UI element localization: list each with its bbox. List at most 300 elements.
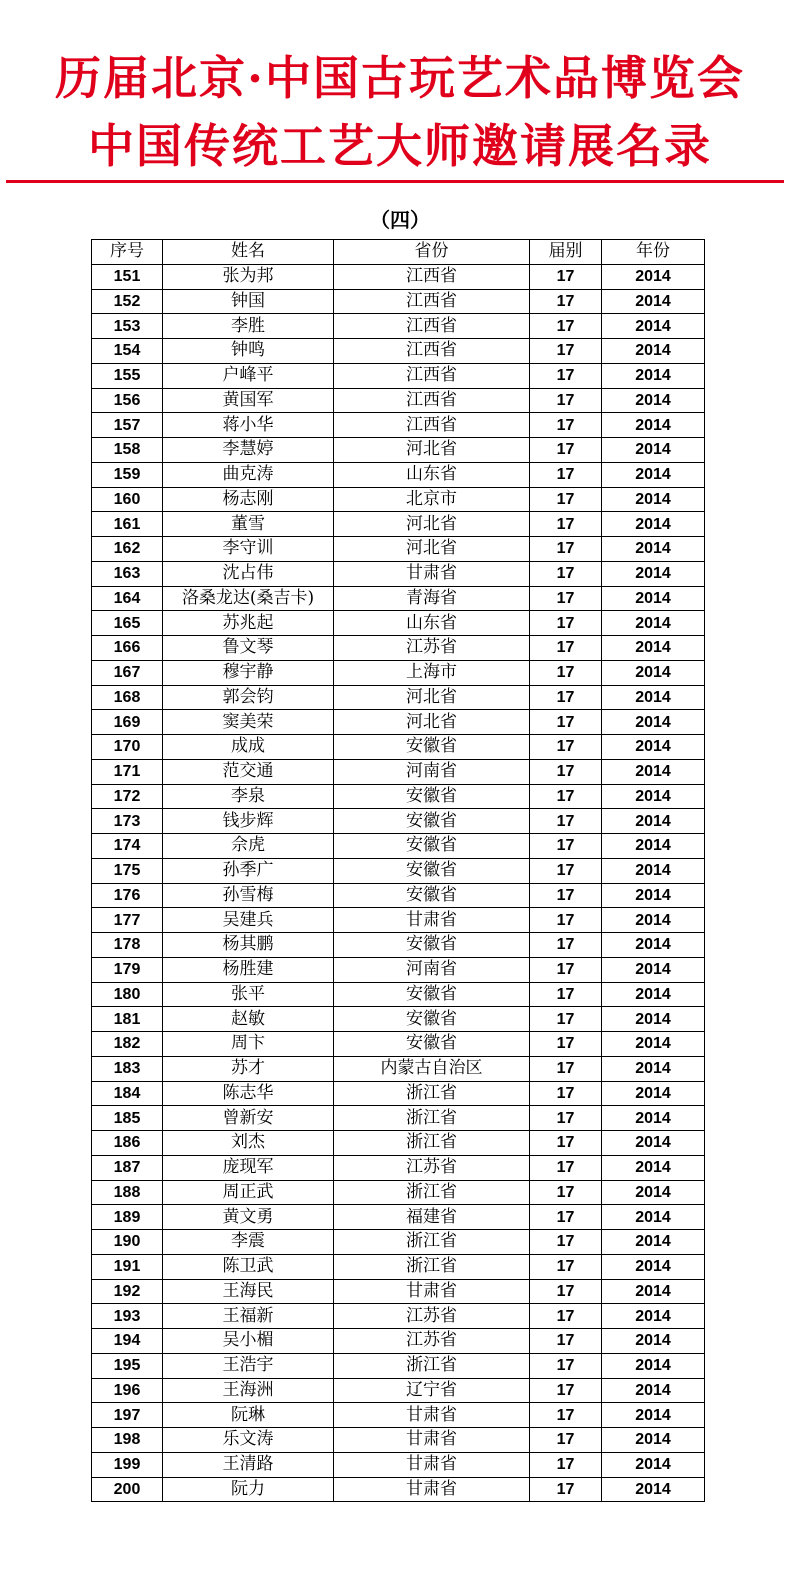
cell-province: 安徽省: [334, 784, 530, 809]
cell-session: 17: [530, 809, 602, 834]
cell-province: 安徽省: [334, 858, 530, 883]
cell-session: 17: [530, 363, 602, 388]
table-row: [92, 388, 705, 413]
cell-year: 2014: [602, 735, 705, 760]
cell-session: 17: [530, 982, 602, 1007]
cell-year: 2014: [602, 512, 705, 537]
table-row: [92, 1428, 705, 1453]
cell-name: 钱步辉: [163, 809, 334, 834]
cell-index: 188: [92, 1180, 163, 1205]
table-row: [92, 982, 705, 1007]
cell-name: 杨志刚: [163, 487, 334, 512]
cell-session: 17: [530, 957, 602, 982]
cell-name: 李胜: [163, 314, 334, 339]
table-row: [92, 363, 705, 388]
cell-index: 182: [92, 1032, 163, 1057]
cell-session: 17: [530, 1056, 602, 1081]
cell-session: 17: [530, 289, 602, 314]
table-row: [92, 561, 705, 586]
cell-year: 2014: [602, 809, 705, 834]
cell-province: 河南省: [334, 759, 530, 784]
table-row: [92, 834, 705, 859]
cell-index: 169: [92, 710, 163, 735]
table-row: [92, 735, 705, 760]
cell-name: 黄国军: [163, 388, 334, 413]
cell-province: 江苏省: [334, 636, 530, 661]
cell-year: 2014: [602, 1378, 705, 1403]
cell-name: 曲克涛: [163, 462, 334, 487]
table-row: [92, 1452, 705, 1477]
cell-index: 193: [92, 1304, 163, 1329]
cell-index: 153: [92, 314, 163, 339]
table-row: [92, 339, 705, 364]
table-row: [92, 413, 705, 438]
cell-index: 176: [92, 883, 163, 908]
cell-province: 甘肃省: [334, 908, 530, 933]
cell-session: 17: [530, 1081, 602, 1106]
cell-province: 江西省: [334, 339, 530, 364]
cell-name: 蒋小华: [163, 413, 334, 438]
table-row: [92, 462, 705, 487]
cell-name: 阮力: [163, 1477, 334, 1502]
cell-year: 2014: [602, 1056, 705, 1081]
cell-index: 181: [92, 1007, 163, 1032]
cell-index: 189: [92, 1205, 163, 1230]
cell-year: 2014: [602, 1230, 705, 1255]
cell-year: 2014: [602, 1428, 705, 1453]
table-row: [92, 933, 705, 958]
cell-year: 2014: [602, 1403, 705, 1428]
cell-province: 江西省: [334, 264, 530, 289]
cell-province: 浙江省: [334, 1230, 530, 1255]
cell-name: 曾新安: [163, 1106, 334, 1131]
cell-year: 2014: [602, 1353, 705, 1378]
table-row: [92, 660, 705, 685]
cell-session: 17: [530, 735, 602, 760]
cell-year: 2014: [602, 487, 705, 512]
cell-index: 194: [92, 1329, 163, 1354]
cell-year: 2014: [602, 1131, 705, 1156]
cell-session: 17: [530, 512, 602, 537]
cell-year: 2014: [602, 784, 705, 809]
cell-name: 黄文勇: [163, 1205, 334, 1230]
cell-index: 161: [92, 512, 163, 537]
cell-index: 156: [92, 388, 163, 413]
cell-province: 江西省: [334, 363, 530, 388]
cell-session: 17: [530, 660, 602, 685]
cell-province: 江苏省: [334, 1329, 530, 1354]
cell-index: 198: [92, 1428, 163, 1453]
cell-session: 17: [530, 883, 602, 908]
cell-index: 186: [92, 1131, 163, 1156]
cell-year: 2014: [602, 363, 705, 388]
cell-year: 2014: [602, 537, 705, 562]
cell-index: 192: [92, 1279, 163, 1304]
cell-year: 2014: [602, 1254, 705, 1279]
table-row: [92, 314, 705, 339]
cell-province: 甘肃省: [334, 1403, 530, 1428]
cell-province: 上海市: [334, 660, 530, 685]
cell-index: 179: [92, 957, 163, 982]
table-row: [92, 1032, 705, 1057]
cell-year: 2014: [602, 1279, 705, 1304]
cell-name: 董雪: [163, 512, 334, 537]
cell-index: 163: [92, 561, 163, 586]
cell-year: 2014: [602, 1007, 705, 1032]
table-row: [92, 1056, 705, 1081]
cell-session: 17: [530, 834, 602, 859]
cell-session: 17: [530, 611, 602, 636]
table-row: [92, 636, 705, 661]
table-row: [92, 1007, 705, 1032]
cell-index: 177: [92, 908, 163, 933]
table-row: [92, 908, 705, 933]
cell-name: 赵敏: [163, 1007, 334, 1032]
cell-index: 190: [92, 1230, 163, 1255]
cell-province: 甘肃省: [334, 1452, 530, 1477]
table-row: [92, 1081, 705, 1106]
cell-province: 江西省: [334, 413, 530, 438]
cell-index: 178: [92, 933, 163, 958]
table-row: [92, 1230, 705, 1255]
cell-session: 17: [530, 858, 602, 883]
cell-name: 范交通: [163, 759, 334, 784]
title-divider: [6, 180, 784, 183]
table-row: [92, 1329, 705, 1354]
cell-name: 穆宇静: [163, 660, 334, 685]
cell-name: 李守训: [163, 537, 334, 562]
cell-name: 王福新: [163, 1304, 334, 1329]
cell-session: 17: [530, 710, 602, 735]
cell-index: 168: [92, 685, 163, 710]
cell-index: 170: [92, 735, 163, 760]
cell-province: 山东省: [334, 462, 530, 487]
cell-session: 17: [530, 413, 602, 438]
cell-index: 157: [92, 413, 163, 438]
cell-index: 172: [92, 784, 163, 809]
cell-name: 洛桑龙达(桑吉卡): [163, 586, 334, 611]
cell-province: 河北省: [334, 438, 530, 463]
cell-year: 2014: [602, 858, 705, 883]
cell-year: 2014: [602, 908, 705, 933]
cell-session: 17: [530, 1254, 602, 1279]
table-row: [92, 611, 705, 636]
cell-province: 甘肃省: [334, 1477, 530, 1502]
table-row: [92, 1106, 705, 1131]
cell-session: 17: [530, 314, 602, 339]
cell-session: 17: [530, 784, 602, 809]
cell-session: 17: [530, 1428, 602, 1453]
cell-name: 陈志华: [163, 1081, 334, 1106]
cell-province: 甘肃省: [334, 561, 530, 586]
cell-name: 佘虎: [163, 834, 334, 859]
cell-province: 安徽省: [334, 834, 530, 859]
cell-session: 17: [530, 933, 602, 958]
cell-session: 17: [530, 1131, 602, 1156]
cell-index: 183: [92, 1056, 163, 1081]
cell-index: 199: [92, 1452, 163, 1477]
cell-year: 2014: [602, 982, 705, 1007]
table-row: [92, 289, 705, 314]
table-row: [92, 1353, 705, 1378]
cell-name: 张平: [163, 982, 334, 1007]
cell-index: 187: [92, 1155, 163, 1180]
cell-name: 钟国: [163, 289, 334, 314]
cell-province: 甘肃省: [334, 1279, 530, 1304]
cell-province: 河北省: [334, 710, 530, 735]
cell-province: 内蒙古自治区: [334, 1056, 530, 1081]
table-row: [92, 1403, 705, 1428]
section-subtitle: （四）: [370, 208, 430, 232]
cell-province: 浙江省: [334, 1131, 530, 1156]
table-row: [92, 957, 705, 982]
cell-year: 2014: [602, 1205, 705, 1230]
table-row: [92, 759, 705, 784]
cell-session: 17: [530, 759, 602, 784]
table-row: [92, 1180, 705, 1205]
cell-year: 2014: [602, 1477, 705, 1502]
cell-province: 浙江省: [334, 1081, 530, 1106]
table-row: [92, 264, 705, 289]
cell-index: 197: [92, 1403, 163, 1428]
cell-session: 17: [530, 1378, 602, 1403]
cell-name: 王海民: [163, 1279, 334, 1304]
cell-name: 郭会钧: [163, 685, 334, 710]
cell-name: 李慧婷: [163, 438, 334, 463]
cell-session: 17: [530, 1032, 602, 1057]
cell-year: 2014: [602, 1329, 705, 1354]
cell-province: 江苏省: [334, 1155, 530, 1180]
cell-year: 2014: [602, 660, 705, 685]
cell-index: 200: [92, 1477, 163, 1502]
table-row: [92, 784, 705, 809]
table-row: [92, 438, 705, 463]
cell-index: 165: [92, 611, 163, 636]
cell-year: 2014: [602, 586, 705, 611]
cell-year: 2014: [602, 933, 705, 958]
cell-session: 17: [530, 586, 602, 611]
cell-year: 2014: [602, 685, 705, 710]
cell-session: 17: [530, 1452, 602, 1477]
cell-index: 158: [92, 438, 163, 463]
cell-index: 151: [92, 264, 163, 289]
cell-name: 李泉: [163, 784, 334, 809]
cell-index: 166: [92, 636, 163, 661]
table-row: [92, 586, 705, 611]
table-row: [92, 1477, 705, 1502]
cell-name: 刘杰: [163, 1131, 334, 1156]
cell-session: 17: [530, 264, 602, 289]
cell-session: 17: [530, 1477, 602, 1502]
cell-province: 江苏省: [334, 1304, 530, 1329]
cell-name: 吴小楣: [163, 1329, 334, 1354]
cell-year: 2014: [602, 413, 705, 438]
table-row: [92, 685, 705, 710]
cell-province: 浙江省: [334, 1254, 530, 1279]
cell-session: 17: [530, 438, 602, 463]
cell-year: 2014: [602, 759, 705, 784]
table-row: [92, 1131, 705, 1156]
title-line-2: 中国传统工艺大师邀请展名录: [88, 119, 712, 173]
cell-year: 2014: [602, 1106, 705, 1131]
cell-province: 安徽省: [334, 883, 530, 908]
cell-session: 17: [530, 339, 602, 364]
cell-name: 庞现军: [163, 1155, 334, 1180]
cell-name: 王海洲: [163, 1378, 334, 1403]
cell-province: 浙江省: [334, 1180, 530, 1205]
cell-province: 江西省: [334, 314, 530, 339]
table-row: [92, 487, 705, 512]
cell-session: 17: [530, 1106, 602, 1131]
cell-name: 沈占伟: [163, 561, 334, 586]
table-row: [92, 809, 705, 834]
table-row: [92, 1205, 705, 1230]
cell-index: 155: [92, 363, 163, 388]
cell-year: 2014: [602, 636, 705, 661]
cell-year: 2014: [602, 1032, 705, 1057]
cell-index: 180: [92, 982, 163, 1007]
cell-province: 浙江省: [334, 1353, 530, 1378]
cell-session: 17: [530, 1155, 602, 1180]
cell-name: 孙季广: [163, 858, 334, 883]
cell-province: 河北省: [334, 537, 530, 562]
cell-session: 17: [530, 1304, 602, 1329]
cell-name: 张为邦: [163, 264, 334, 289]
cell-name: 王浩宇: [163, 1353, 334, 1378]
cell-index: 173: [92, 809, 163, 834]
cell-name: 苏才: [163, 1056, 334, 1081]
table-row: [92, 1254, 705, 1279]
cell-session: 17: [530, 1205, 602, 1230]
cell-index: 164: [92, 586, 163, 611]
cell-year: 2014: [602, 264, 705, 289]
cell-session: 17: [530, 685, 602, 710]
cell-year: 2014: [602, 611, 705, 636]
cell-province: 河北省: [334, 685, 530, 710]
cell-session: 17: [530, 1279, 602, 1304]
cell-session: 17: [530, 1007, 602, 1032]
cell-name: 周正武: [163, 1180, 334, 1205]
cell-name: 钟鸣: [163, 339, 334, 364]
cell-province: 江西省: [334, 388, 530, 413]
cell-index: 171: [92, 759, 163, 784]
cell-province: 辽宁省: [334, 1378, 530, 1403]
cell-year: 2014: [602, 710, 705, 735]
cell-session: 17: [530, 388, 602, 413]
cell-name: 苏兆起: [163, 611, 334, 636]
cell-year: 2014: [602, 314, 705, 339]
table-row: [92, 710, 705, 735]
cell-name: 周卞: [163, 1032, 334, 1057]
cell-name: 王清路: [163, 1452, 334, 1477]
cell-session: 17: [530, 1180, 602, 1205]
table-row: [92, 883, 705, 908]
cell-province: 安徽省: [334, 982, 530, 1007]
table-row: [92, 1304, 705, 1329]
cell-session: 17: [530, 1329, 602, 1354]
header-session: 届别: [530, 240, 602, 265]
cell-index: 174: [92, 834, 163, 859]
cell-province: 甘肃省: [334, 1428, 530, 1453]
cell-province: 安徽省: [334, 1032, 530, 1057]
cell-year: 2014: [602, 1304, 705, 1329]
title-line-1: 历届北京·中国古玩艺术品博览会: [54, 51, 745, 105]
cell-year: 2014: [602, 883, 705, 908]
cell-province: 福建省: [334, 1205, 530, 1230]
roster-table: [91, 239, 705, 1502]
header-province: 省份: [334, 240, 530, 265]
table-row: [92, 1378, 705, 1403]
header-name: 姓名: [163, 240, 334, 265]
cell-session: 17: [530, 487, 602, 512]
cell-session: 17: [530, 636, 602, 661]
cell-name: 孙雪梅: [163, 883, 334, 908]
cell-index: 160: [92, 487, 163, 512]
cell-year: 2014: [602, 438, 705, 463]
cell-year: 2014: [602, 834, 705, 859]
cell-province: 江西省: [334, 289, 530, 314]
cell-name: 杨胜建: [163, 957, 334, 982]
cell-index: 195: [92, 1353, 163, 1378]
cell-year: 2014: [602, 1081, 705, 1106]
cell-name: 乐文涛: [163, 1428, 334, 1453]
cell-index: 196: [92, 1378, 163, 1403]
cell-session: 17: [530, 1353, 602, 1378]
cell-index: 184: [92, 1081, 163, 1106]
cell-index: 159: [92, 462, 163, 487]
cell-year: 2014: [602, 1180, 705, 1205]
table-row: [92, 537, 705, 562]
cell-index: 154: [92, 339, 163, 364]
cell-province: 青海省: [334, 586, 530, 611]
cell-year: 2014: [602, 339, 705, 364]
cell-province: 河南省: [334, 957, 530, 982]
cell-session: 17: [530, 1230, 602, 1255]
table-row: [92, 1279, 705, 1304]
cell-name: 户峰平: [163, 363, 334, 388]
table-row: [92, 512, 705, 537]
cell-province: 安徽省: [334, 809, 530, 834]
header-index: 序号: [92, 240, 163, 265]
cell-name: 鲁文琴: [163, 636, 334, 661]
cell-index: 191: [92, 1254, 163, 1279]
cell-year: 2014: [602, 289, 705, 314]
cell-index: 175: [92, 858, 163, 883]
cell-session: 17: [530, 537, 602, 562]
cell-province: 浙江省: [334, 1106, 530, 1131]
cell-name: 陈卫武: [163, 1254, 334, 1279]
cell-name: 阮琳: [163, 1403, 334, 1428]
cell-index: 152: [92, 289, 163, 314]
cell-index: 167: [92, 660, 163, 685]
cell-year: 2014: [602, 388, 705, 413]
cell-name: 吴建兵: [163, 908, 334, 933]
cell-session: 17: [530, 908, 602, 933]
cell-year: 2014: [602, 1155, 705, 1180]
table-row: [92, 1155, 705, 1180]
cell-year: 2014: [602, 957, 705, 982]
table-row: [92, 858, 705, 883]
cell-session: 17: [530, 1403, 602, 1428]
cell-index: 185: [92, 1106, 163, 1131]
cell-province: 安徽省: [334, 735, 530, 760]
cell-province: 安徽省: [334, 1007, 530, 1032]
cell-year: 2014: [602, 1452, 705, 1477]
table-header-row: [92, 240, 705, 265]
cell-name: 杨其鹏: [163, 933, 334, 958]
cell-province: 山东省: [334, 611, 530, 636]
cell-province: 北京市: [334, 487, 530, 512]
